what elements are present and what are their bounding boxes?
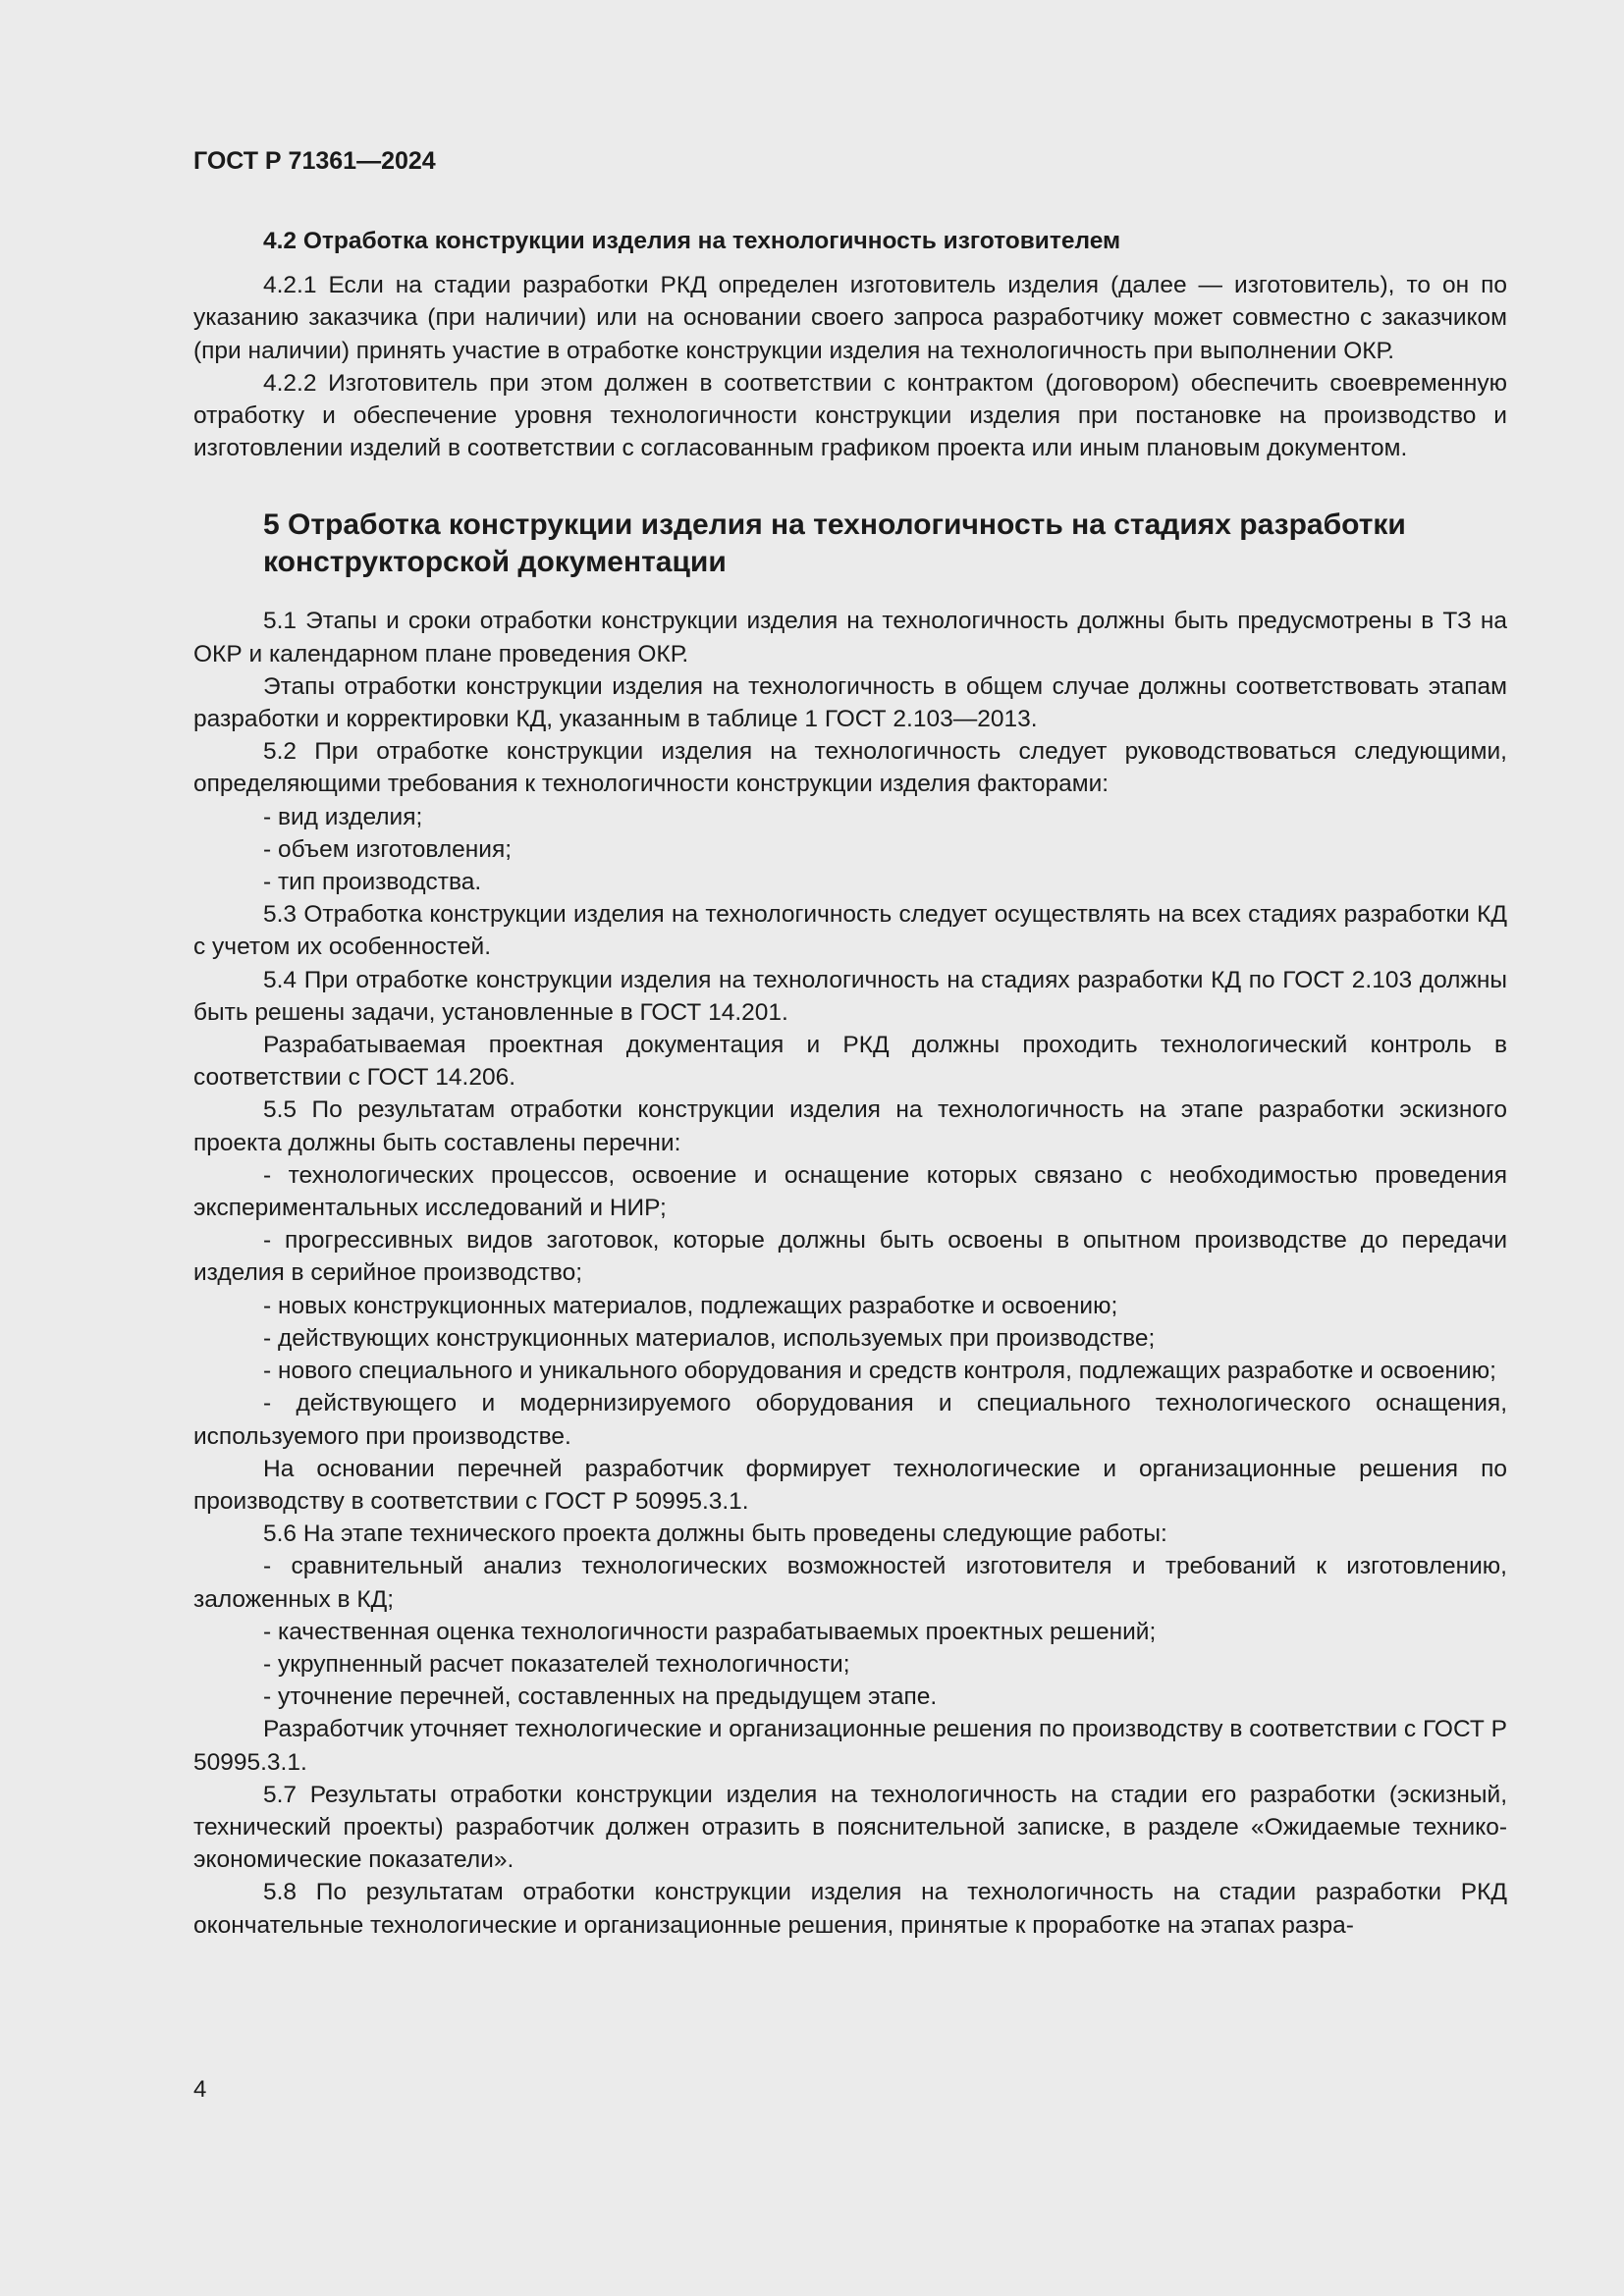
paragraph-5-5: 5.5 По результатам отработки конструкции изделия на технологичность на этапе разработки эскизного проекта должны быть составлены перечни: xyxy=(193,1096,1507,1156)
paragraph-4-2-2: 4.2.2 Изготовитель при этом должен в соответствии с контрактом (договором) обеспечить своевременную отработку и обеспечение уровня технологичности конструкции изделия при постановке на производство и изготовлении изделий в соответствии с согласованным графиком проекта или иным плановым документом. xyxy=(193,369,1507,462)
paragraph-5-6-continued: Разработчик уточняет технологические и организационные решения по производству в соответствии с ГОСТ Р 50995.3.1. xyxy=(193,1716,1507,1776)
page-number: 4 xyxy=(193,2076,207,2103)
paragraph-5-1-continued: Этапы отработки конструкции изделия на технологичность в общем случае должны соответствовать этапам разработки и корректировки КД, указанным в таблице 1 ГОСТ 2.103—2013. xyxy=(193,672,1507,733)
paragraph-5-6: 5.6 На этапе технического проекта должны быть проведены следующие работы: xyxy=(263,1521,1167,1548)
list-item: - укрупненный расчет показателей технологичности; xyxy=(263,1650,850,1678)
list-item: - нового специального и уникального оборудования и средств контроля, подлежащих разработке и освоению; xyxy=(263,1358,1496,1385)
paragraph-5-1: 5.1 Этапы и сроки отработки конструкции изделия на технологичность должны быть предусмотрены в ТЗ на ОКР и календарном плане проведения ОКР. xyxy=(193,608,1507,667)
list-item: - новых конструкционных материалов, подлежащих разработке и освоению; xyxy=(263,1292,1118,1319)
section-5-heading: 5 Отработка конструкции изделия на технологичность на стадиях разработки конструкторской документации xyxy=(263,508,1406,579)
paragraph-5-4: 5.4 При отработке конструкции изделия на технологичность на стадиях разработки КД по ГОСТ 2.103 должны быть решены задачи, установленные в ГОСТ 14.201. xyxy=(193,966,1507,1026)
list-item: - объем изготовления; xyxy=(263,835,513,863)
subsection-heading-4-2: 4.2 Отработка конструкции изделия на технологичность изготовителем xyxy=(263,228,1121,254)
paragraph-5-4-continued: Разрабатываемая проектная документация и РКД должны проходить технологический контроль в соответствии с ГОСТ 14.206. xyxy=(193,1032,1507,1092)
list-item: - вид изделия; xyxy=(263,803,423,830)
list-item: - сравнительный анализ технологических возможностей изготовителя и требований к изготовлению, заложенных в КД; xyxy=(193,1553,1507,1613)
list-item: - качественная оценка технологичности разрабатываемых проектных решений; xyxy=(263,1618,1157,1645)
paragraph-5-8: 5.8 По результатам отработки конструкции изделия на технологичность на стадии разработки РКД окончательные технологические и организационные решения, принятые к проработке на этапах разра- xyxy=(193,1879,1507,1939)
list-item: - тип производства. xyxy=(263,869,482,896)
list-item: - уточнение перечней, составленных на предыдущем этапе. xyxy=(263,1683,938,1711)
list-item: - прогрессивных видов заготовок, которые должны быть освоены в опытном производстве до передачи изделия в серийное производство; xyxy=(193,1227,1507,1287)
paragraph-5-5-continued: На основании перечней разработчик формирует технологические и организационные решения по производству в соответствии с ГОСТ Р 50995.3.1. xyxy=(193,1455,1507,1515)
paragraph-5-2: 5.2 При отработке конструкции изделия на технологичность следует руководствоваться следующими, определяющими требования к технологичности конструкции изделия факторами: xyxy=(193,738,1507,798)
paragraph-5-3: 5.3 Отработка конструкции изделия на технологичность следует осуществлять на всех стадиях разработки КД с учетом их особенностей. xyxy=(193,901,1507,961)
list-item: - технологических процессов, освоение и оснащение которых связано с необходимостью проведения экспериментальных исследований и НИР; xyxy=(193,1161,1507,1222)
paragraph-5-7: 5.7 Результаты отработки конструкции изделия на технологичность на стадии его разработки (эскизный, технический проекты) разработчик должен отразить в пояснительной записке, в разделе «Ожидаемые технико-экономические показатели». xyxy=(193,1781,1507,1874)
document-body xyxy=(193,225,1507,1942)
document-code-header: ГОСТ Р 71361—2024 xyxy=(193,147,436,175)
list-item: - действующих конструкционных материалов, используемых при производстве; xyxy=(263,1324,1156,1352)
list-item: - действующего и модернизируемого оборудования и специального технологического оснащения, используемого при производстве. xyxy=(193,1390,1507,1450)
paragraph-4-2-1: 4.2.1 Если на стадии разработки РКД определен изготовитель изделия (далее — изготовитель), то он по указанию заказчика (при наличии) или на основании своего запроса разработчику может совместно с заказчиком (при наличии) принять участие в отработке конструкции изделия на технологичность при выполнении ОКР. xyxy=(193,272,1507,364)
